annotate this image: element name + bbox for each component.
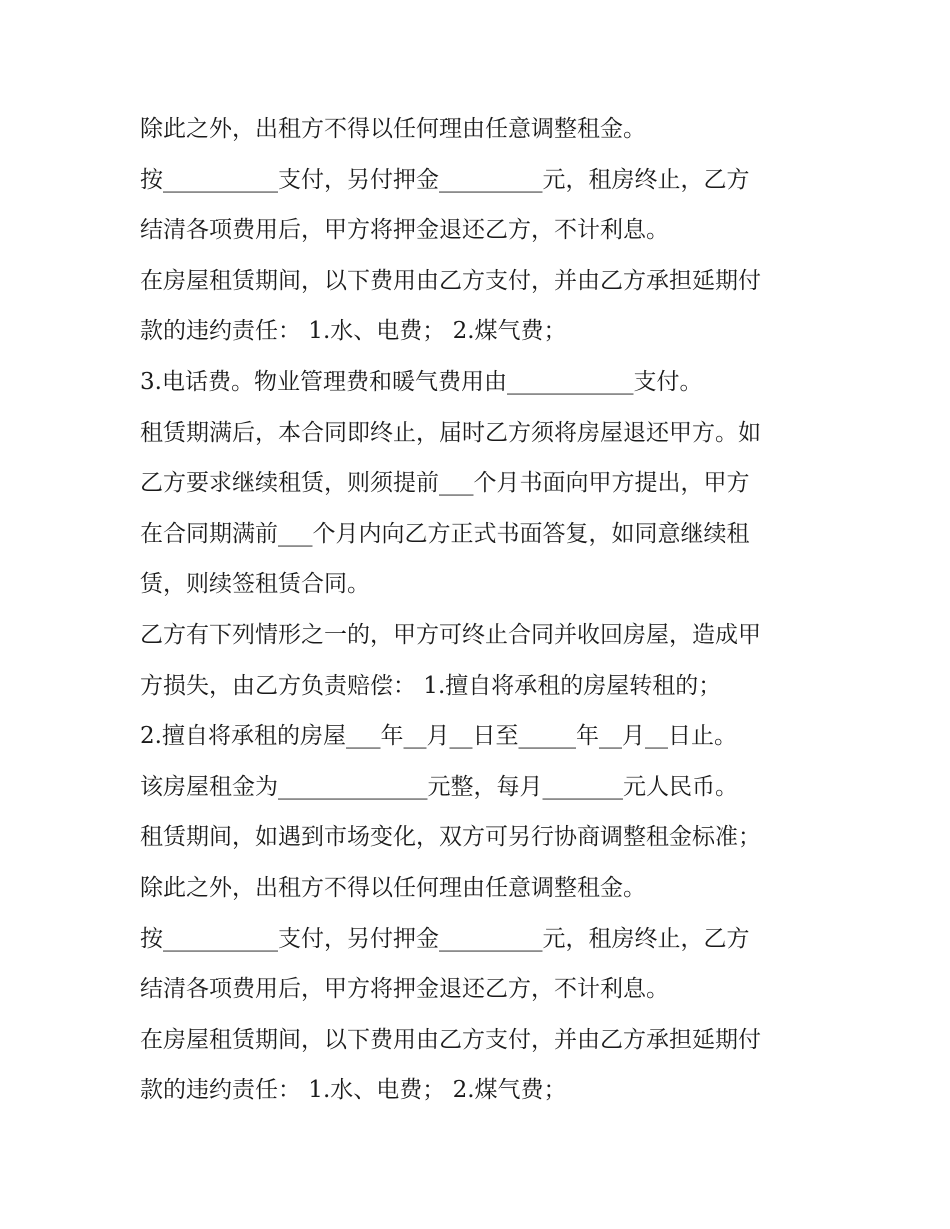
text-line: 按__________支付，另付押金_________元，租房终止，乙方 xyxy=(140,925,750,952)
text-line: 在房屋租赁期间，以下费用由乙方支付，并由乙方承担延期付 xyxy=(140,1026,761,1053)
text-line: 在房屋租赁期间，以下费用由乙方支付，并由乙方承担延期付 xyxy=(140,267,761,294)
text-line: 按__________支付，另付押金_________元，租房终止，乙方 xyxy=(140,166,750,193)
text-line: 款的违约责任： 1.水、电费； 2.煤气费； xyxy=(140,1077,567,1104)
text-line: 乙方有下列情形之一的，甲方可终止合同并收回房屋，造成甲 xyxy=(140,621,761,648)
text-line: 款的违约责任： 1.水、电费； 2.煤气费； xyxy=(140,318,567,345)
text-line: 2.擅自将承租的房屋___年__月__日至_____年__月__日止。 xyxy=(140,723,737,750)
text-line: 在合同期满前___个月内向乙方正式书面答复，如同意继续租 xyxy=(140,520,750,547)
text-line: 方损失，由乙方负责赔偿： 1.擅自将承租的房屋转租的； xyxy=(140,672,722,699)
text-line: 租赁期满后，本合同即终止，届时乙方须将房屋退还甲方。如 xyxy=(140,419,761,446)
text-line: 该房屋租金为_____________元整，每月_______元人民币。 xyxy=(140,773,738,800)
text-line: 结清各项费用后，甲方将押金退还乙方，不计利息。 xyxy=(140,217,669,244)
text-line: 租赁期间，如遇到市场变化，双方可另行协商调整租金标准； xyxy=(140,824,761,851)
text-line: 赁，则续签租赁合同。 xyxy=(140,571,370,598)
text-line: 乙方要求继续租赁，则须提前___个月书面向甲方提出，甲方 xyxy=(140,470,750,497)
text-line: 除此之外，出租方不得以任何理由任意调整租金。 xyxy=(140,874,646,901)
text-line: 3.电话费。物业管理费和暖气费用由___________支付。 xyxy=(140,368,703,395)
text-line: 结清各项费用后，甲方将押金退还乙方，不计利息。 xyxy=(140,976,669,1003)
text-line: 除此之外，出租方不得以任何理由任意调整租金。 xyxy=(140,116,646,142)
document-body xyxy=(140,104,840,1116)
